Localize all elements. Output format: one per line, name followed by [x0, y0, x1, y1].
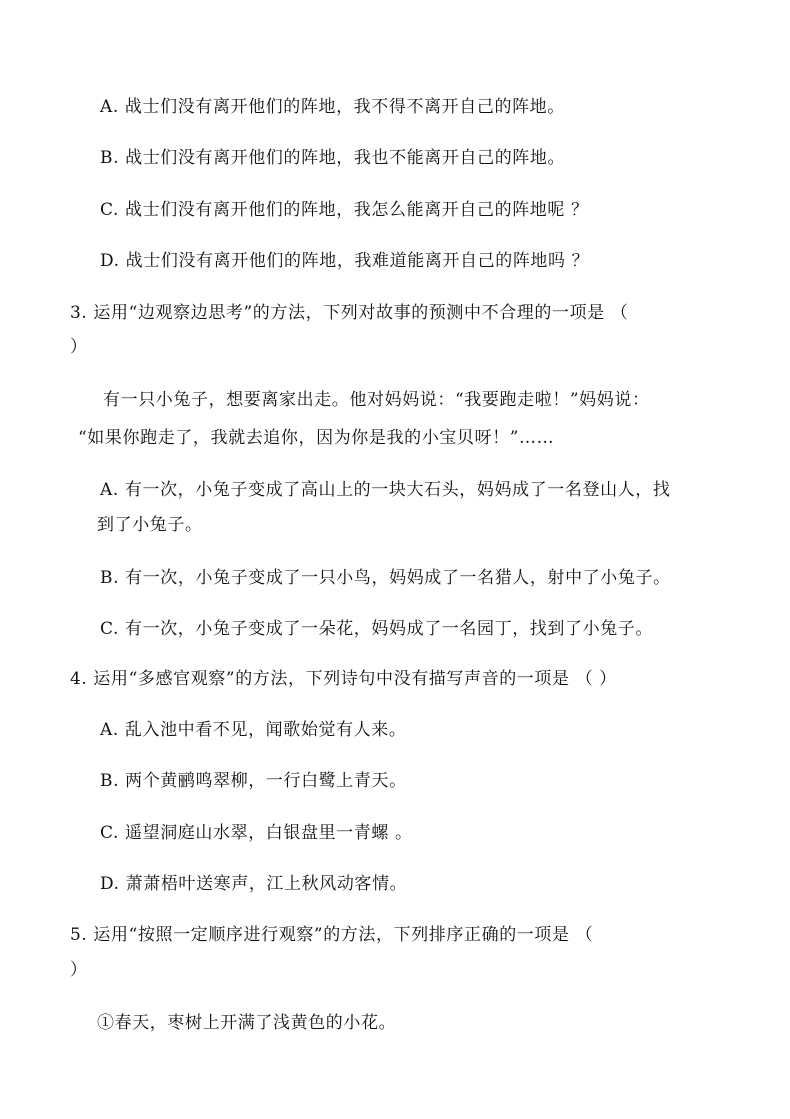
q4-option-b: B. 两个黄鹂鸣翠柳，一行白鹭上青天。 [100, 771, 407, 791]
q3-option-b: B. 有一次，小兔子变成了一只小鸟，妈妈成了一名猎人，射中了小兔子。 [100, 568, 671, 588]
q3-passage-line-2: “如果你跑走了，我就去追你，因为你是我的小宝贝呀！”…… [78, 428, 555, 448]
q3-option-a-cont: 到了小兔子。 [97, 515, 203, 535]
q2-option-c: C. 战士们没有离开他们的阵地，我怎么能离开自己的阵地呢 ？ [100, 200, 589, 220]
q4-option-a: A. 乱入池中看不见，闻歌始觉有人来。 [100, 720, 407, 740]
q2-option-a: A. 战士们没有离开他们的阵地，我不得不离开自己的阵地。 [100, 97, 565, 117]
q4-option-c: C. 遥望洞庭山水翠，白银盘里一青螺 。 [100, 823, 413, 843]
q5-stem-paren: ） [70, 960, 88, 980]
q3-passage-line-1: 有一只小兔子，想要离家出走。他对妈妈说：“我要跑走啦！”妈妈说： [103, 390, 650, 410]
q3-option-a: A. 有一次，小兔子变成了高山上的一块大石头，妈妈成了一名登山人，找 [100, 480, 671, 500]
q4-stem: 4. 运用“多感官观察”的方法，下列诗句中没有描写声音的一项是 （ ） [70, 669, 617, 689]
q3-stem: 3. 运用“边观察边思考”的方法，下列对故事的预测中不合理的一项是 （ [70, 303, 629, 323]
q5-item-1: ①春天，枣树上开满了浅黄色的小花。 [97, 1013, 397, 1033]
q2-option-d: D. 战士们没有离开他们的阵地，我难道能离开自己的阵地吗 ？ [100, 251, 590, 271]
q3-stem-paren: ） [70, 337, 88, 357]
q4-option-d: D. 萧萧梧叶送寒声，江上秋风动客情。 [100, 874, 408, 894]
q5-stem: 5. 运用“按照一定顺序进行观察”的方法，下列排序正确的一项是 （ [70, 925, 594, 945]
q2-option-b: B. 战士们没有离开他们的阵地，我也不能离开自己的阵地。 [100, 148, 566, 168]
q3-option-c: C. 有一次，小兔子变成了一朵花，妈妈成了一名园丁，找到了小兔子。 [100, 619, 654, 639]
